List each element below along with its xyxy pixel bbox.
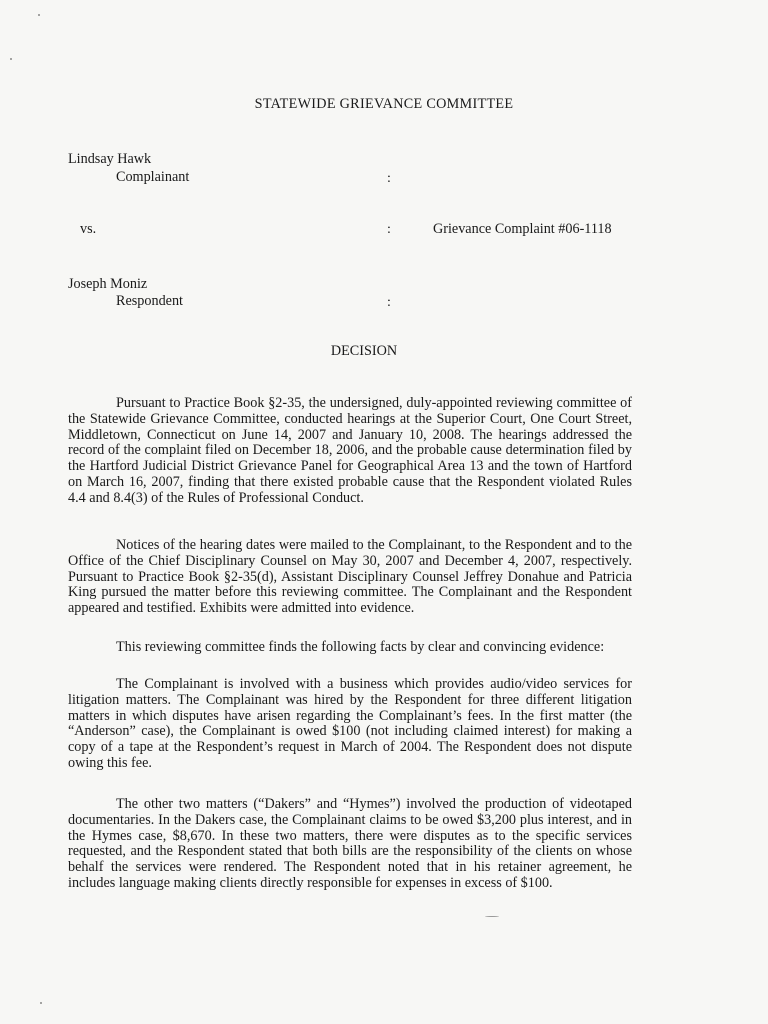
complaint-number: Grievance Complaint #06-1118 (433, 221, 612, 237)
paragraph-notices: Notices of the hearing dates were mailed to the Complainant, to the Respondent and to the Office of the Chief Disciplinary Counsel on May 30, 2007 and December 4, 2007, respectively. Pursuant to Practice Book §2-35(d), Assistant Disciplinary Counsel Jeffrey Donahue and Patricia King pursued the matter before this reviewing committee. The Complainant and the Respondent appeared and testified. Exhibits were admitted into evidence. (68, 537, 632, 617)
paragraph-procedure: Pursuant to Practice Book §2-35, the undersigned, duly-appointed reviewing committee of the Statewide Grievance Committee, conducted hearings at the Superior Court, One Court Street, Middletown, Connecticut on June 14, 2007 and January 10, 2008. The hearings addressed the record of the complaint filed on December 18, 2006, and the probable cause determination filed by the Hartford Judicial District Grievance Panel for Geographical Area 13 and the town of Hartford on March 16, 2007, finding that there existed probable cause that the Respondent violated Rules 4.4 and 8.4(3) of the Rules of Professional Conduct. (68, 395, 632, 506)
paragraph-facts-2: The other two matters (“Dakers” and “Hymes”) involved the production of videotaped documentaries. In the Dakers case, the Complainant claims to be owed $3,200 plus interest, and in the Hymes case, $8,670. In these two matters, there were disputes as to the specific services requested, and the Respondent stated that both bills are the responsibility of the clients on whose behalf the services were rendered. The Respondent noted that in his retainer agreement, he includes language making clients directly responsible for expenses in excess of $100. (68, 796, 632, 891)
caption-colon-2: : (387, 222, 391, 237)
complainant-role: Complainant (116, 169, 190, 185)
paragraph-facts-1: The Complainant is involved with a business which provides audio/video services for litigation matters. The Complainant was hired by the Respondent for three different litigation matters in which disputes have arisen regarding the Complainant’s fees. In the first matter (the “Anderson” case), the Complainant is owed $100 (not including claimed interest) for making a copy of a tape at the Respondent’s request in March of 2004. The Respondent does not dispute owing this fee. (68, 676, 632, 771)
scan-speck (10, 58, 12, 60)
versus-label: vs. (80, 221, 97, 237)
scan-speck (40, 1002, 42, 1004)
decision-heading: DECISION (330, 343, 398, 359)
scan-speck (485, 916, 499, 917)
complainant-name: Lindsay Hawk (68, 151, 152, 167)
scan-speck (38, 14, 40, 16)
respondent-name: Joseph Moniz (68, 276, 148, 292)
paragraph-findings-intro: This reviewing committee finds the following facts by clear and convincing evidence: (116, 639, 605, 655)
respondent-role: Respondent (116, 293, 183, 309)
caption-colon-1: : (387, 171, 391, 186)
caption-colon-3: : (387, 295, 391, 310)
document-title: STATEWIDE GRIEVANCE COMMITTEE (254, 96, 514, 112)
